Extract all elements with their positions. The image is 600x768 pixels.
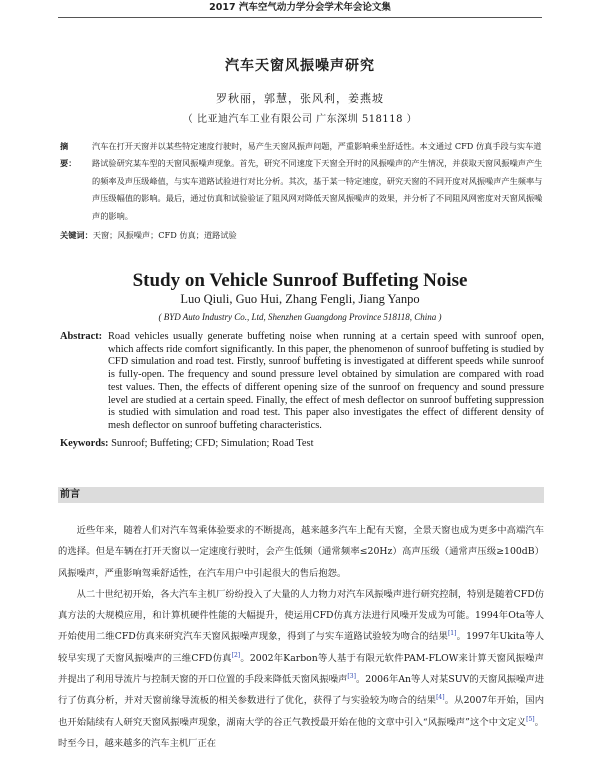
chinese-abstract-label: 摘 要： [60, 141, 77, 169]
header-rule [58, 17, 542, 18]
citation-ref-2[interactable]: [2] [231, 651, 241, 659]
chinese-abstract-text: 汽车在打开天窗并以某些特定速度行驶时，易产生天窗风振声问题，严重影响乘坐舒适性。本文通过 CFD 仿真手段与实车道路试验研究某车型的天窗风振噪声现象。首先，研究不同速度下天窗全开时的风振噪声的产生情况，并获取天窗风振噪声产生的频率及声压级峰值，与实车道路试验进行对比分析。其次，基于某一特定速度，研究天窗的不同开度对风振噪声产生频率与声压级幅值的影响。最后，通过仿真和试验验证了阻风网对降低天窗风振噪声的效果，并分析了不同阻风网密度对天窗风振噪声的影响。 [92, 141, 543, 221]
english-keywords-label: Keywords: [60, 438, 109, 449]
chinese-keywords [60, 228, 544, 242]
body-text [58, 520, 544, 754]
body-paragraph-1: 近些年来，随着人们对汽车驾乘体验要求的不断提高，越来越多汽车上配有天窗，全景天窗也成为更多中高端汽车的选择。但是车辆在打开天窗以一定速度行驶时，会产生低频（通常频率≤20Hz）高声压级（通常声压级≥100dB）风振噪声，严重影响驾乘舒适性，在汽车用户中引起很大的售后抱怨。 [58, 525, 544, 579]
chinese-authors: 罗秋丽，郭慧，张风利，姜燕坡 [216, 92, 384, 105]
english-abstract-label: Abstract: [60, 331, 103, 342]
citation-ref-3[interactable]: [3] [347, 672, 356, 680]
chinese-abstract [60, 138, 544, 225]
chinese-keywords-text: 天窗；风振噪声；CFD 仿真；道路试验 [92, 230, 237, 240]
body-p2-part-c: 。2002年Karbon等人基于有限元软件PAM-FLOW来计算天窗风振噪声并提出了利用导流片与控制天窗的开口位置的手段来降低天窗风振噪声 [58, 652, 544, 686]
english-keywords-text: Sunroof; Buffeting; CFD; Simulation; Road Test [111, 438, 314, 449]
chinese-title: 汽车天窗风振噪声研究 [225, 58, 375, 74]
body-p2-part-f: 。时至今日，越来越多的汽车主机厂正在 [58, 716, 544, 749]
body-p2-part-d: 。2006年An等人对某SUV的天窗风振噪声进行了仿真分析，并对天窗前缘导流板的相关参数进行了优化，获得了与实验较为吻合的结果 [58, 674, 544, 707]
english-title: Study on Vehicle Sunroof Buffeting Noise [132, 270, 468, 291]
english-abstract-text: Road vehicles usually generate buffeting noise when running at a certain speed with sunroof open, which affects ride comfort significantly. In this paper, the phenomenon of sunroof buffeting is studied by CFD simulation and road test. Firstly, sunroof buffeting is investigated at different speeds while sunroof is fully-open. The frequency and sound pressure level obtained by simulation are compared with road test values. Then, the effects of different opening size of the sunroof on frequency and sound pressure level are studied at a certain speed. Finally, the effect of mesh deflector on sunroof buffeting suppression is studied with simulation and road test. This paper also investigates the effect of different density of mesh deflector on sunroof buffeting characteristics. [108, 331, 544, 431]
english-abstract [60, 331, 544, 433]
chinese-affiliation: （ 比亚迪汽车工业有限公司 广东深圳 518118 ） [182, 114, 418, 125]
citation-ref-1[interactable]: [1] [447, 630, 457, 638]
section-heading-text: 前言 [60, 489, 80, 500]
body-p2-part-b: 。1997年Ukita等人较早实现了天窗风振噪声的三维CFD仿真 [58, 631, 544, 664]
citation-ref-4[interactable]: [4] [436, 694, 445, 702]
body-p2-part-a: 从二十世纪初开始，各大汽车主机厂纷纷投入了大量的人力物力对汽车风振噪声进行研究控制，特别是随着CFD仿真方法的大规模应用，和计算机硬件性能的大幅提升，使运用CFD仿真方法进行风噪开发成为可能。1994年Ota等人开始使用二维CFD仿真来研究汽车天窗风振噪声现象，得到了与实车道路试验较为吻合的结果 [58, 588, 544, 643]
citation-ref-5[interactable]: [5] [526, 715, 535, 723]
body-paragraph-2 [58, 584, 544, 754]
section-heading-intro [58, 487, 544, 503]
english-keywords [60, 437, 544, 450]
english-authors: Luo Qiuli, Guo Hui, Zhang Fengli, Jiang Yanpo [180, 292, 420, 306]
english-affiliation: ( BYD Auto Industry Co., Ltd, Shenzhen Guangdong Province 518118, China ) [158, 312, 442, 322]
running-header-title: 2017 汽车空气动力学分会学术年会论文集 [209, 2, 391, 13]
body-p2-part-e: 。从2007年开始，国内也开始陆续有人研究天窗风振噪声现象，湖南大学的谷正气教授最开始在他的文章中引入“风振噪声”这个中文定义 [58, 695, 544, 728]
chinese-keywords-label: 关键词： [60, 230, 93, 240]
